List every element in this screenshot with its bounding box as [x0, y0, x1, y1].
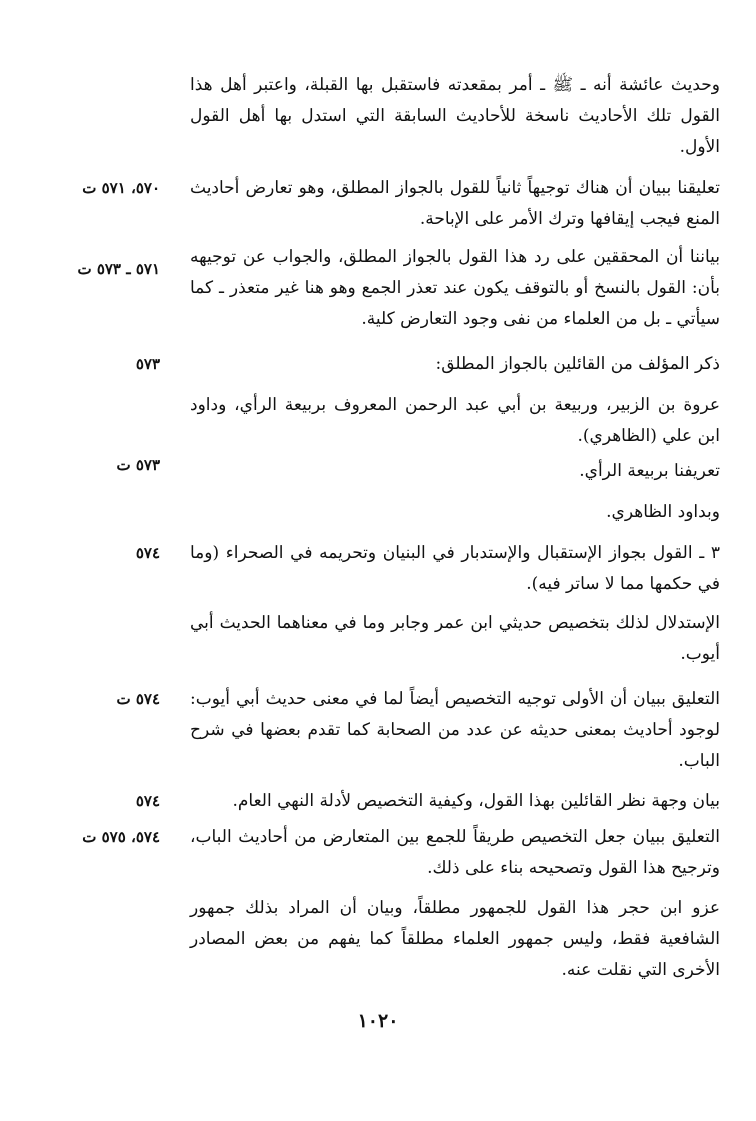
- list-item: [40, 242, 720, 335]
- list-item: [40, 786, 720, 817]
- list-item: [40, 893, 720, 986]
- entry-text: عزو ابن حجر هذا القول للجمهور مطلقاً، وبيان أن المراد بذلك جمهور الشافعية فقط، وليس جمهور العلماء مطلقاً كما يفهم من بعض المصادر الأخرى التي نقلت عنه.: [190, 898, 720, 980]
- entry-text: التعليق ببيان جعل التخصيص طريقاً للجمع بين المتعارض من أحاديث الباب، وترجيح هذا القول وتصحيحه بناء على ذلك.: [190, 827, 720, 878]
- list-item: [40, 684, 720, 777]
- page-reference: ٥٧٤، ٥٧٥ ت: [82, 828, 160, 846]
- page-reference: ٥٧٣: [135, 355, 160, 373]
- page-reference: ٥٧٣ ت: [116, 456, 160, 474]
- list-item: [40, 497, 720, 528]
- entry-text: التعليق ببيان أن الأولى توجيه التخصيص أيضاً لما في معنى حديث أبي أيوب: لوجود أحاديث بمعنى حديثه عن عدد من الصحابة كما تقدم بعضها في شرح الباب.: [190, 689, 720, 771]
- list-item: [40, 608, 720, 670]
- page-reference: ٥٧٤: [135, 544, 160, 562]
- list-item: [40, 349, 720, 380]
- list-item: [40, 173, 720, 235]
- page-reference: ٥٧٤: [135, 792, 160, 810]
- page-reference: ٥٧٤ ت: [116, 690, 160, 708]
- list-item: [40, 70, 720, 163]
- entry-text: الإستدلال لذلك بتخصيص حديثي ابن عمر وجابر وما في معناهما الحديث أبي أيوب.: [190, 613, 720, 664]
- entry-text: عروة بن الزبير، وربيعة بن أبي عبد الرحمن المعروف بربيعة الرأي، وداود ابن علي (الظاهري).: [190, 395, 720, 446]
- list-item: [40, 456, 720, 487]
- page-number: ١٠٢٠: [357, 1010, 399, 1032]
- entry-text: بياننا أن المحققين على رد هذا القول بالجواز المطلق، والجواب عن توجيهه بأن: القول بالنسخ أو بالتوقف يكون عند تعذر الجمع وهو هنا غير متعذر ـ كما سيأتي ـ بل من العلماء من نفى وجود التعارض كلية.: [190, 247, 720, 329]
- entry-text: وحديث عائشة أنه ـ ﷺ ـ أمر بمقعدته فاستقبل بها القبلة، واعتبر أهل هذا القول تلك الأحاديث ناسخة للأحاديث السابقة التي استدل بها أهل القول الأول.: [190, 75, 720, 157]
- entry-text: وبداود الظاهري.: [606, 502, 720, 522]
- list-item: [40, 538, 720, 600]
- entry-text: تعريفنا بربيعة الرأي.: [579, 461, 720, 481]
- list-item: [40, 822, 720, 884]
- entry-text: ٣ ـ القول بجواز الإستقبال والإستدبار في البنيان وتحريمه في الصحراء (وما في حكمها مما لا ساتر فيه).: [190, 543, 720, 594]
- page-reference: ٥٧١ ـ ٥٧٣ ت: [77, 260, 160, 278]
- entry-text: ذكر المؤلف من القائلين بالجواز المطلق:: [435, 354, 720, 374]
- list-item: [40, 390, 720, 452]
- page-reference: ٥٧٠، ٥٧١ ت: [82, 179, 160, 197]
- entry-text: تعليقنا ببيان أن هناك توجيهاً ثانياً للقول بالجواز المطلق، وهو تعارض أحاديث المنع فيجب إيقافها وترك الأمر على الإباحة.: [190, 178, 720, 229]
- entry-text: بيان وجهة نظر القائلين بهذا القول، وكيفية التخصيص لأدلة النهي العام.: [232, 791, 720, 811]
